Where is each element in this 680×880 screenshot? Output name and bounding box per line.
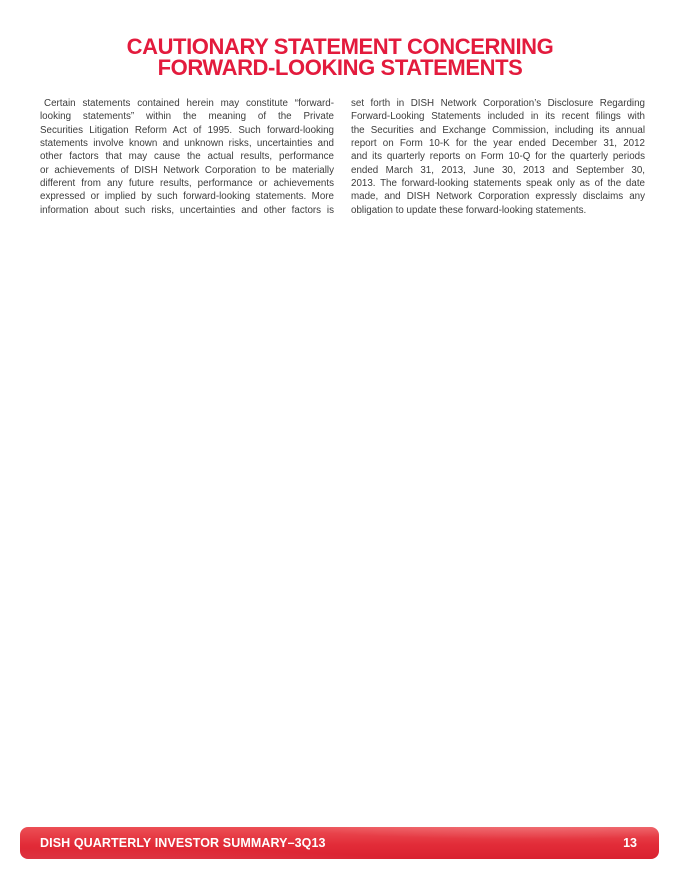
body-column-left <box>40 97 334 217</box>
body-text-line: other factors that may cause the actual results, performance <box>40 151 334 163</box>
body-text-line: report on Form 10-K for the year ended December 31, 2012 <box>351 138 645 150</box>
footer-page-number: 13 <box>623 836 637 850</box>
body-text-line: information about such risks, uncertainties and other factors is <box>40 204 334 216</box>
page-title-line-1: CAUTIONARY STATEMENT CONCERNING <box>126 34 554 59</box>
body-columns <box>40 97 645 217</box>
body-text-line: or achievements of DISH Network Corporation to be materially <box>40 164 334 176</box>
body-text-line: obligation to update these forward-looking statements. <box>351 204 587 216</box>
body-text-line: different from any future results, performance or achievements <box>40 178 334 190</box>
body-text-line: set forth in DISH Network Corporation’s Disclosure Regarding <box>351 98 645 109</box>
body-text-line: and its quarterly reports on Form 10-Q for the quarterly periods <box>351 151 645 163</box>
body-text-line: Certain statements contained herein may constitute “forward- <box>44 98 334 109</box>
body-text-line: ended March 31, 2013, June 30, 2013 and September 30, <box>351 164 645 176</box>
body-text-line: made, and DISH Network Corporation expressly disclaims any <box>351 191 645 203</box>
body-column-right <box>351 97 645 217</box>
body-text-line: expressed or implied by such forward-looking statements. More <box>40 191 334 203</box>
page-title-line-2: FORWARD-LOOKING STATEMENTS <box>157 55 523 80</box>
body-text-line: Securities Litigation Reform Act of 1995. Such forward-looking <box>40 124 334 136</box>
page-title <box>0 36 680 78</box>
body-text-line: looking statements” within the meaning of the Private <box>40 111 334 123</box>
body-text-line: Forward-Looking Statements included in its recent filings with <box>351 111 645 123</box>
footer-title: DISH QUARTERLY INVESTOR SUMMARY–3Q13 <box>40 836 326 850</box>
body-text-line: 2013. The forward-looking statements speak only as of the date <box>351 178 645 190</box>
footer-bar <box>20 827 659 859</box>
body-text-line: the Securities and Exchange Commission, including its annual <box>351 124 645 136</box>
body-text-line: statements involve known and unknown risks, uncertainties and <box>40 138 334 150</box>
